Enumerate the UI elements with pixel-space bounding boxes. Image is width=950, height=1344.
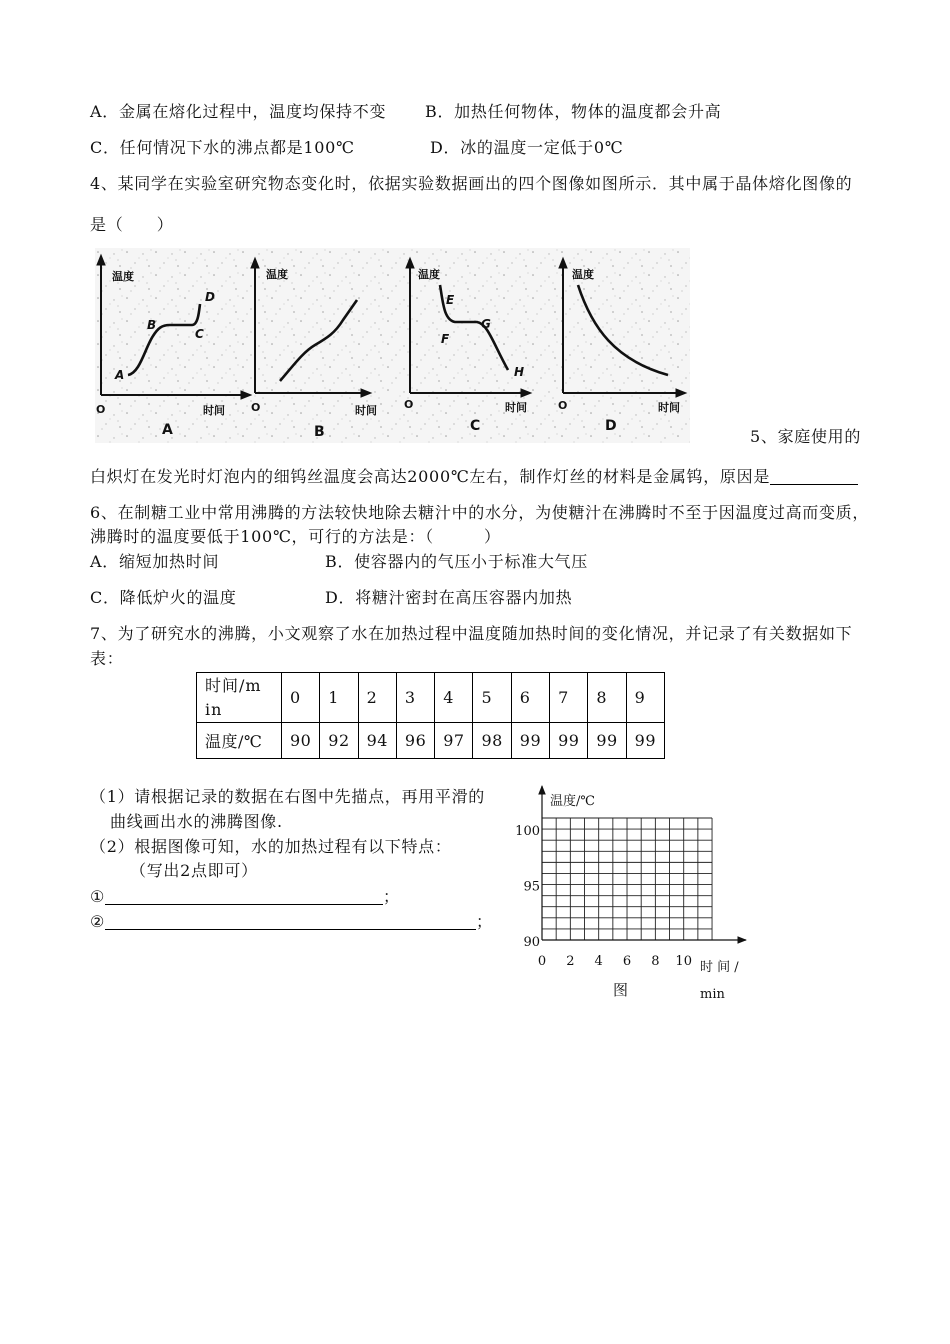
table-cell: 0: [282, 673, 320, 723]
table-row-temperature: [197, 723, 665, 759]
q7-part2-line2: （写出2点即可）: [130, 861, 258, 880]
graph-b-caption: B: [314, 424, 325, 440]
graph-d-origin: O: [558, 399, 568, 412]
q3-option-b: B．加热任何物体，物体的温度都会升高: [425, 102, 722, 121]
q3-option-a: A．金属在熔化过程中，温度均保持不变: [90, 102, 387, 121]
q6-option-b: B．使容器内的气压小于标准大气压: [325, 552, 588, 571]
graph-c-y-label: 温度: [418, 268, 440, 281]
grid-x-tick-label: 6: [622, 954, 632, 969]
grid-x-tick-label: 4: [594, 954, 603, 969]
table-cell: 90: [282, 723, 320, 759]
grid-y-tick-label: 95: [523, 879, 540, 895]
grid-x-label-line1: 时 间 /: [700, 960, 739, 975]
q7-answer-line-2: [90, 912, 493, 932]
table-row-time: [197, 673, 665, 723]
time-header-text: 时间/min: [205, 675, 262, 719]
grid-x-label-line2: min: [700, 987, 725, 1002]
q6-option-a: A．缩短加热时间: [90, 552, 220, 571]
table-cell: 2: [358, 673, 396, 723]
q5-answer-blank: [770, 469, 858, 485]
q4-stem-line2: 是（ ）: [90, 215, 174, 234]
q3-option-d: D．冰的温度一定低于0℃: [430, 138, 624, 157]
grid-caption: 图: [613, 981, 629, 999]
graph-c-caption: C: [470, 418, 481, 434]
table-cell: 99: [588, 723, 626, 759]
table-cell: 7: [550, 673, 588, 723]
table-header-temperature: 温度/℃: [197, 723, 282, 759]
answer-blank-2: [105, 914, 476, 930]
q7-answer-line-1: [90, 887, 400, 907]
grid-y-label: 温度/℃: [550, 794, 595, 809]
table-cell: 5: [473, 673, 511, 723]
q3-option-c: C．任何情况下水的沸点都是100℃: [90, 138, 355, 157]
q7-part2-line1: （2）根据图像可知，水的加热过程有以下特点：: [90, 837, 452, 856]
table-cell: 96: [396, 723, 434, 759]
melting-graphs-figure: [95, 248, 690, 443]
graph-b-y-label: 温度: [266, 268, 288, 281]
graph-a-point-b: B: [147, 318, 157, 332]
table-cell: 99: [511, 723, 549, 759]
table-cell: 8: [588, 673, 626, 723]
grid-y-tick-label: 90: [523, 935, 540, 950]
table-cell: 97: [435, 723, 473, 759]
table-cell: 3: [396, 673, 434, 723]
figure-scan-noise: [95, 248, 690, 443]
graph-a-origin: O: [96, 403, 106, 416]
answer-end-2: ；: [476, 912, 493, 931]
table-cell: 99: [550, 723, 588, 759]
graph-a-point-a: A: [115, 368, 125, 382]
boiling-answer-grid: [500, 780, 760, 1005]
q5-stem-line2: [90, 467, 858, 487]
graph-a-point-c: C: [195, 327, 204, 341]
q4-stem-line1: 4、某同学在实验室研究物态变化时，依据实验数据画出的四个图像如图所示．其中属于晶体熔化图像的: [90, 174, 853, 193]
q7-part1-line2: 曲线画出水的沸腾图像.: [110, 812, 283, 831]
answer-mark-2: ②: [90, 912, 106, 931]
table-cell: 92: [320, 723, 358, 759]
q6-stem-line2: 沸腾时的温度要低于100℃，可行的方法是：（ ）: [90, 527, 501, 546]
graph-c-x-label: 时间: [505, 401, 527, 414]
answer-end-1: ；: [383, 887, 400, 906]
answer-blank-1: [105, 889, 383, 905]
graph-d-x-label: 时间: [658, 401, 680, 414]
graph-b-x-label: 时间: [355, 404, 377, 417]
q7-part1-line1: （1）请根据记录的数据在右图中先描点，再用平滑的: [90, 787, 485, 806]
graph-c-point-f: F: [441, 332, 450, 346]
table-cell: 4: [435, 673, 473, 723]
grid-x-tick-label: 10: [675, 954, 692, 969]
graph-c-point-e: E: [446, 293, 455, 307]
graph-b-origin: O: [251, 401, 261, 414]
q5-stem-text: 白炽灯在发光时灯泡内的细钨丝温度会高达2000℃左右，制作灯丝的材料是金属钨，原因是: [90, 467, 771, 486]
grid-y-tick-label: 100: [515, 824, 540, 840]
grid-x-tick-label: 2: [566, 954, 575, 969]
graph-c-point-h: H: [514, 365, 525, 379]
graph-d-caption: D: [605, 418, 617, 434]
q5-stem-line1: 5、家庭使用的: [750, 427, 862, 446]
graph-a-x-label: 时间: [203, 404, 225, 417]
grid-lines: [542, 818, 712, 940]
table-cell: 94: [358, 723, 396, 759]
graph-a-caption: A: [162, 422, 173, 438]
table-header-time: [197, 673, 282, 723]
graph-c-point-g: G: [481, 317, 491, 331]
graph-a-y-label: 温度: [112, 270, 134, 283]
grid-x-tick-label: 0: [537, 954, 547, 969]
q7-stem-line2: 表：: [90, 649, 124, 668]
q7-stem-line1: 7、为了研究水的沸腾，小文观察了水在加热过程中温度随加热时间的变化情况，并记录了有关数据如下: [90, 624, 853, 643]
answer-mark-1: ①: [90, 887, 106, 906]
q6-option-d: D．将糖汁密封在高压容器内加热: [325, 588, 573, 607]
table-cell: 9: [626, 673, 664, 723]
table-cell: 98: [473, 723, 511, 759]
boiling-data-table: [196, 672, 665, 759]
table-cell: 1: [320, 673, 358, 723]
graph-c-origin: O: [404, 398, 414, 411]
graph-a-point-d: D: [205, 290, 215, 304]
table-cell: 6: [511, 673, 549, 723]
q6-stem-line1: 6、在制糖工业中常用沸腾的方法较快地除去糖汁中的水分，为使糖汁在沸腾时不至于因温度过高而变质，: [90, 503, 870, 522]
q6-option-c: C．降低炉火的温度: [90, 588, 237, 607]
table-cell: 99: [626, 723, 664, 759]
grid-x-tick-label: 8: [651, 954, 660, 969]
graph-d-y-label: 温度: [572, 268, 594, 281]
